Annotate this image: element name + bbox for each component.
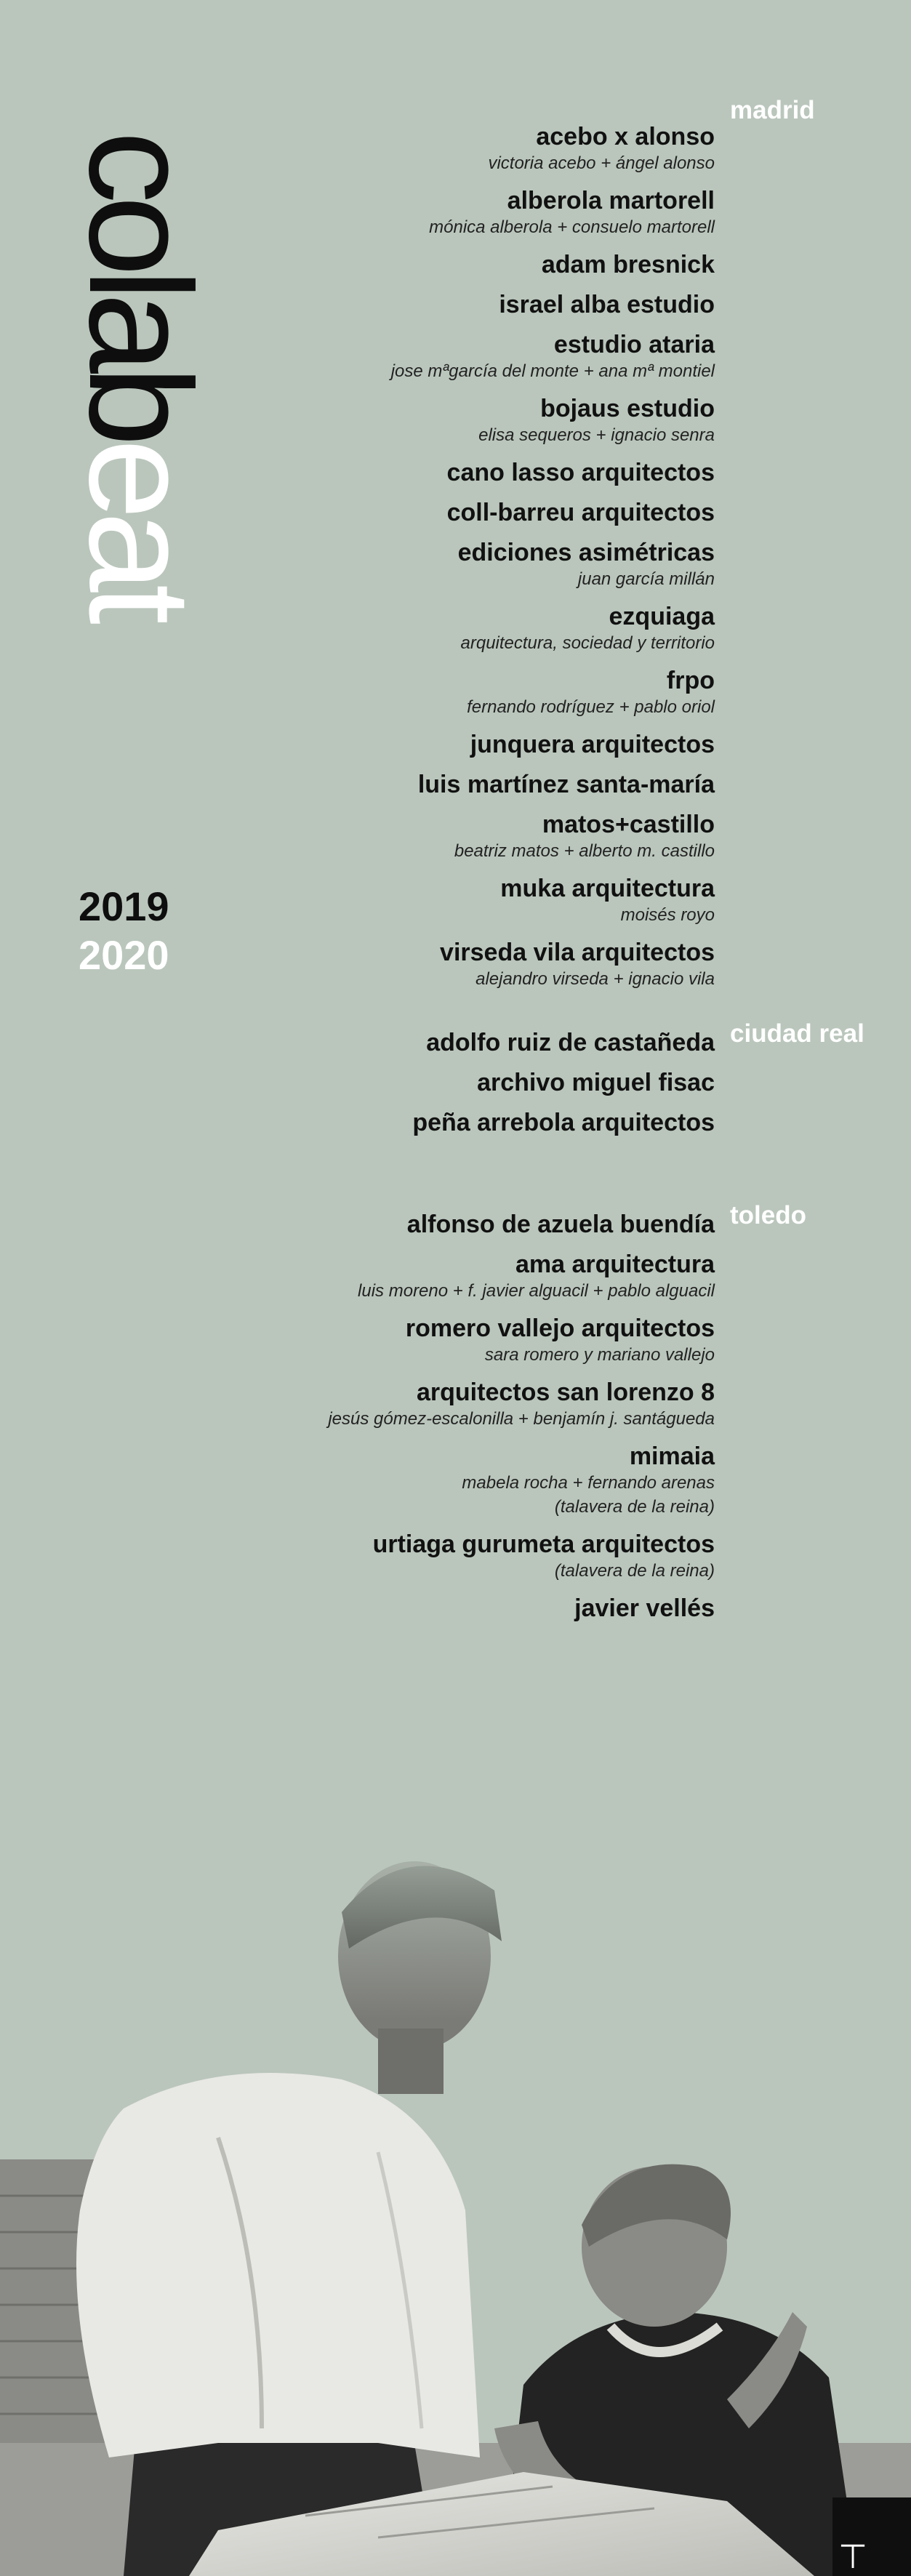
entry-madrid — [447, 458, 715, 487]
entry-toledo — [574, 1594, 715, 1623]
entry-name: adam bresnick — [541, 251, 715, 278]
entry-subtitle: victoria acebo + ángel alonso — [488, 153, 715, 173]
entry-subtitle: (talavera de la reina) — [554, 1561, 715, 1581]
entry-madrid — [499, 290, 715, 319]
entry-name: archivo miguel fisac — [477, 1069, 715, 1096]
region-heading-ciudad-real: ciudad real — [730, 1019, 864, 1048]
entry-name: alfonso de azuela buendía — [406, 1211, 715, 1238]
entry-subtitle: luis moreno + f. javier alguacil + pablo alguacil — [358, 1281, 715, 1301]
entry-name: matos+castillo — [542, 811, 715, 838]
year-second: 2020 — [79, 932, 169, 978]
entry-ciudad-real — [426, 1028, 715, 1057]
entry-name: luis martínez santa-maría — [417, 771, 715, 798]
entry-name: ediciones asimétricas — [457, 539, 715, 566]
entry-subtitle: arquitectura, sociedad y territorio — [460, 633, 715, 653]
entry-name: ezquiaga — [609, 603, 715, 630]
entry-name: romero vallejo arquitectos — [405, 1315, 715, 1342]
entry-name: peña arrebola arquitectos — [412, 1109, 715, 1136]
brand-wordmark-light: eat — [59, 438, 221, 617]
entry-name: arquitectos san lorenzo 8 — [417, 1379, 715, 1406]
region-heading-toledo: toledo — [730, 1201, 806, 1229]
entry-subtitle: moisés royo — [620, 905, 715, 925]
entry-madrid — [488, 122, 715, 175]
entry-name: acebo x alonso — [536, 123, 715, 151]
entry-ciudad-real — [477, 1068, 715, 1097]
entry-madrid — [440, 938, 715, 991]
region-heading-madrid: madrid — [730, 96, 815, 124]
archival-photograph — [0, 1803, 911, 2576]
entry-name: frpo — [666, 667, 715, 694]
entry-subtitle: beatriz matos + alberto m. castillo — [454, 841, 715, 861]
entry-madrid — [467, 666, 715, 719]
entry-name: urtiaga gurumeta arquitectos — [372, 1530, 715, 1558]
entry-madrid — [418, 770, 715, 799]
entry-toledo — [358, 1250, 715, 1303]
year-first: 2019 — [79, 883, 169, 929]
entry-subtitle: elisa sequeros + ignacio senra — [478, 425, 715, 445]
entry-name: javier vellés — [574, 1594, 715, 1622]
entry-subtitle: mabela rocha + fernando arenas — [462, 1473, 715, 1493]
entry-name: mimaia — [629, 1443, 715, 1470]
entry-name: virseda vila arquitectos — [440, 939, 715, 966]
entry-madrid — [447, 498, 715, 527]
entry-subtitle: fernando rodríguez + pablo oriol — [467, 697, 715, 717]
entry-name: alberola martorell — [507, 187, 715, 214]
entry-madrid — [429, 186, 715, 239]
entry-name: junquera arquitectos — [470, 731, 715, 758]
entry-madrid — [458, 538, 715, 591]
brand-wordmark-dark: colab — [59, 131, 221, 439]
entry-toledo — [462, 1442, 715, 1519]
entry-madrid — [470, 730, 715, 759]
entry-toledo — [407, 1210, 715, 1239]
entry-name: ama arquitectura — [515, 1251, 715, 1278]
entry-name: bojaus estudio — [540, 395, 715, 422]
entry-toledo — [328, 1378, 715, 1431]
entry-subtitle: (talavera de la reina) — [554, 1497, 715, 1517]
entry-ciudad-real — [412, 1108, 715, 1137]
entry-subtitle: alejandro virseda + ignacio vila — [475, 969, 715, 989]
brand-wordmark — [59, 131, 221, 617]
entry-madrid — [454, 810, 715, 863]
entry-name: estudio ataria — [553, 331, 715, 358]
corner-logo — [832, 2497, 911, 2576]
entry-name: coll-barreu arquitectos — [446, 499, 715, 526]
entry-name: israel alba estudio — [499, 291, 715, 318]
entry-name: adolfo ruiz de castañeda — [426, 1029, 715, 1056]
entry-madrid — [461, 602, 715, 655]
entry-toledo — [373, 1530, 715, 1583]
entry-toledo — [406, 1314, 715, 1367]
entry-subtitle: jose mªgarcía del monte + ana mª montiel — [390, 361, 715, 381]
entry-subtitle: jesús gómez-escalonilla + benjamín j. santágueda — [328, 1409, 715, 1429]
entry-madrid — [391, 330, 715, 383]
entry-name: cano lasso arquitectos — [446, 459, 715, 486]
entry-subtitle: juan garcía millán — [577, 569, 715, 589]
photograph-illustration — [0, 1803, 911, 2576]
corner-logo-glyph: ⊤ — [838, 2537, 868, 2575]
entry-madrid — [542, 250, 715, 279]
entry-madrid — [500, 874, 715, 927]
entry-madrid — [478, 394, 715, 447]
entry-subtitle: sara romero y mariano vallejo — [484, 1345, 715, 1365]
entry-name: muka arquitectura — [500, 875, 715, 902]
entry-subtitle: mónica alberola + consuelo martorell — [429, 217, 715, 237]
